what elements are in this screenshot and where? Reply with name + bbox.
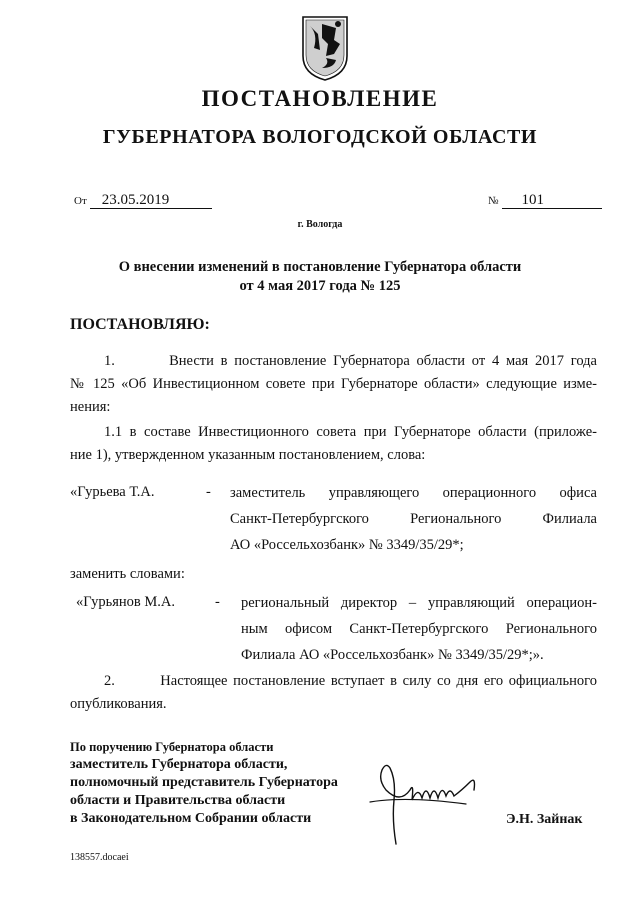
new-entry-dash: - xyxy=(215,594,220,610)
number-value: 101 xyxy=(502,192,602,209)
paragraph-line: 2. Настоящее постановление вступает в силу со дня его официального xyxy=(104,673,597,689)
replace-label: заменить словами: xyxy=(70,566,185,582)
paragraph-line: 1.1 в составе Инвестиционного совета при Губернаторе области (приложе- xyxy=(104,424,597,440)
subject-line: от 4 мая 2017 года № 125 xyxy=(239,278,401,294)
handwritten-signature-icon xyxy=(366,760,486,848)
subject-line: О внесении изменений в постановление Губернатора области xyxy=(118,259,522,275)
paragraph-line: опубликования. xyxy=(70,696,167,712)
subject-heading xyxy=(0,258,640,296)
city-label: г. Вологда xyxy=(297,219,343,230)
description-line: АО «Россельхозбанк» № 3349/35/29*; xyxy=(230,537,464,553)
number-row xyxy=(488,192,602,209)
paragraph-1 xyxy=(70,350,597,467)
signature-block xyxy=(70,738,338,828)
paragraph-line: нения: xyxy=(70,399,111,415)
description-line: региональный директор – управляющий операцион- xyxy=(241,595,597,611)
date-label: От xyxy=(74,195,87,207)
document-issuer: ГУБЕРНАТОРА ВОЛОГОДСКОЙ ОБЛАСТИ xyxy=(102,126,538,148)
document-id: 138557.docaei xyxy=(70,852,129,863)
paragraph-line: № 125 «Об Инвестиционном совете при Губернаторе области» следующие изме- xyxy=(70,376,597,392)
description-line: Санкт-Петербургского Регионального Филиала xyxy=(230,511,597,527)
signature-line: заместитель Губернатора области, xyxy=(70,757,288,772)
date-value: 23.05.2019 xyxy=(90,192,212,209)
old-entry-dash: - xyxy=(206,484,211,500)
signature-line: По поручению Губернатора области xyxy=(70,740,274,754)
new-entry-name: «Гурьянов М.А. xyxy=(76,594,175,610)
date-row xyxy=(74,192,212,209)
signature-line: области и Правительства области xyxy=(70,793,286,808)
decree-word: ПОСТАНОВЛЯЮ: xyxy=(70,316,210,333)
old-entry-description xyxy=(230,480,597,558)
old-entry-name: «Гурьева Т.А. xyxy=(70,484,155,500)
paragraph-2 xyxy=(70,670,597,716)
number-label: № xyxy=(488,195,499,207)
paragraph-line: 1. Внести в постановление Губернатора области от 4 мая 2017 года xyxy=(104,353,597,369)
signature-line: в Законодательном Собрании области xyxy=(70,811,312,826)
description-line: заместитель управляющего операционного офиса xyxy=(230,485,597,501)
vologda-coat-of-arms-icon xyxy=(300,14,350,82)
new-entry-description xyxy=(241,590,597,668)
signer-name: Э.Н. Зайнак xyxy=(506,812,583,827)
paragraph-line: ние 1), утвержденном указанным постановлением, слова: xyxy=(70,447,426,463)
signature-line: полномочный представитель Губернатора xyxy=(70,775,338,790)
description-line: Филиала АО «Россельхозбанк» № 3349/35/29*;». xyxy=(241,647,544,663)
document-title: ПОСТАНОВЛЕНИЕ xyxy=(201,86,439,111)
description-line: ным офисом Санкт-Петербургского Регионального xyxy=(241,621,597,637)
